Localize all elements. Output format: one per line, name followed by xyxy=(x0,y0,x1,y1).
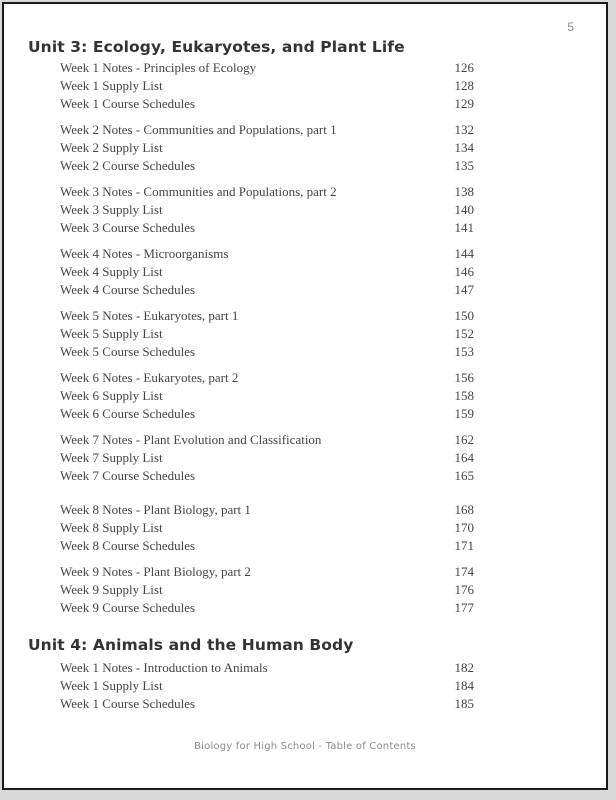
entry-page: 144 xyxy=(454,246,474,261)
entry-label: Week 3 Notes - Communities and Populations, part 2 xyxy=(60,184,337,199)
toc-entry[interactable] xyxy=(60,659,474,677)
entry-label: Week 9 Course Schedules xyxy=(60,600,196,615)
entry-page: 129 xyxy=(454,96,474,111)
toc-entry[interactable] xyxy=(60,121,474,139)
entry-label: Week 1 Notes - Principles of Ecology xyxy=(60,60,257,75)
week-group-1 xyxy=(60,59,474,113)
toc-entry[interactable] xyxy=(60,695,474,713)
entry-label: Week 4 Notes - Microorganisms xyxy=(60,246,229,261)
week-group-9 xyxy=(60,563,474,617)
entry-page: 185 xyxy=(454,696,474,711)
entry-label: Week 2 Notes - Communities and Populations, part 1 xyxy=(60,122,337,137)
toc-entry[interactable] xyxy=(60,501,474,519)
entry-page: 164 xyxy=(454,450,474,465)
entry-label: Week 8 Supply List xyxy=(60,520,163,535)
entry-label: Week 3 Supply List xyxy=(60,202,163,217)
week-group-8 xyxy=(60,501,474,555)
entry-page: 168 xyxy=(454,502,474,517)
toc-entry[interactable] xyxy=(60,467,474,485)
entry-label: Week 9 Supply List xyxy=(60,582,163,597)
entry-page: 177 xyxy=(454,600,474,615)
entry-label: Week 6 Supply List xyxy=(60,388,163,403)
entry-label: Week 7 Notes - Plant Evolution and Classification xyxy=(60,432,322,447)
toc-entry[interactable] xyxy=(60,325,474,343)
entry-page: 134 xyxy=(454,140,474,155)
unit-title: Unit 4: Animals and the Human Body xyxy=(28,636,354,654)
toc-entry[interactable] xyxy=(60,139,474,157)
week-group-5 xyxy=(60,307,474,361)
week-group-3 xyxy=(60,183,474,237)
page-number: 5 xyxy=(567,20,574,34)
entry-page: 182 xyxy=(454,660,474,675)
toc-entry[interactable] xyxy=(60,369,474,387)
entry-label: Week 6 Notes - Eukaryotes, part 2 xyxy=(60,370,239,385)
toc-entry[interactable] xyxy=(60,281,474,299)
toc-entry[interactable] xyxy=(60,307,474,325)
toc-entry[interactable] xyxy=(60,599,474,617)
toc-entry[interactable] xyxy=(60,219,474,237)
entry-label: Week 3 Course Schedules xyxy=(60,220,196,235)
toc-entry[interactable] xyxy=(60,537,474,555)
document-page xyxy=(2,2,608,790)
toc-entry[interactable] xyxy=(60,431,474,449)
toc-entry[interactable] xyxy=(60,581,474,599)
unit-heading xyxy=(28,634,568,656)
entry-page: 152 xyxy=(454,326,474,341)
entry-label: Week 5 Notes - Eukaryotes, part 1 xyxy=(60,308,239,323)
toc-entry[interactable] xyxy=(60,387,474,405)
entry-page: 171 xyxy=(454,538,474,553)
entry-page: 141 xyxy=(454,220,474,235)
entry-label: Week 8 Notes - Plant Biology, part 1 xyxy=(60,502,251,517)
week-group-4 xyxy=(60,245,474,299)
entry-label: Week 8 Course Schedules xyxy=(60,538,196,553)
toc-entry[interactable] xyxy=(60,245,474,263)
entry-page: 176 xyxy=(454,582,474,597)
entry-page: 146 xyxy=(454,264,474,279)
toc-entry[interactable] xyxy=(60,95,474,113)
unit-heading xyxy=(28,36,568,58)
entry-page: 162 xyxy=(454,432,474,447)
entry-page: 128 xyxy=(454,78,474,93)
entry-label: Week 1 Supply List xyxy=(60,78,163,93)
entry-page: 165 xyxy=(454,468,474,483)
entry-page: 140 xyxy=(454,202,474,217)
entry-page: 159 xyxy=(454,406,474,421)
entry-page: 174 xyxy=(454,564,474,579)
entry-label: Week 4 Course Schedules xyxy=(60,282,196,297)
entry-label: Week 2 Supply List xyxy=(60,140,163,155)
unit-title: Unit 3: Ecology, Eukaryotes, and Plant Life xyxy=(28,38,405,56)
toc-entry[interactable] xyxy=(60,77,474,95)
entry-page: 147 xyxy=(454,282,474,297)
entry-page: 150 xyxy=(454,308,474,323)
toc-entry[interactable] xyxy=(60,677,474,695)
week-group-1 xyxy=(60,659,474,713)
entry-label: Week 6 Course Schedules xyxy=(60,406,196,421)
entry-label: Week 2 Course Schedules xyxy=(60,158,196,173)
toc-entry[interactable] xyxy=(60,59,474,77)
toc-entry[interactable] xyxy=(60,343,474,361)
entry-page: 170 xyxy=(454,520,474,535)
week-group-2 xyxy=(60,121,474,175)
entry-label: Week 1 Course Schedules xyxy=(60,96,196,111)
week-group-6 xyxy=(60,369,474,423)
entry-label: Week 5 Course Schedules xyxy=(60,344,196,359)
entry-label: Week 5 Supply List xyxy=(60,326,163,341)
toc-entry[interactable] xyxy=(60,449,474,467)
entry-page: 153 xyxy=(454,344,474,359)
entry-label: Week 1 Course Schedules xyxy=(60,696,196,711)
toc-entry[interactable] xyxy=(60,201,474,219)
entry-label: Week 9 Notes - Plant Biology, part 2 xyxy=(60,564,251,579)
toc-entry[interactable] xyxy=(60,405,474,423)
entry-page: 184 xyxy=(454,678,474,693)
entry-page: 158 xyxy=(454,388,474,403)
toc-entry[interactable] xyxy=(60,183,474,201)
toc-entry[interactable] xyxy=(60,263,474,281)
toc-entry[interactable] xyxy=(60,519,474,537)
toc-entry[interactable] xyxy=(60,157,474,175)
page-footer: Biology for High School - Table of Contents xyxy=(194,741,416,752)
entry-label: Week 1 Notes - Introduction to Animals xyxy=(60,660,268,675)
entry-label: Week 4 Supply List xyxy=(60,264,163,279)
week-group-7 xyxy=(60,431,474,485)
entry-page: 156 xyxy=(454,370,474,385)
entry-label: Week 7 Supply List xyxy=(60,450,163,465)
entry-label: Week 1 Supply List xyxy=(60,678,163,693)
entry-page: 135 xyxy=(454,158,474,173)
entry-page: 132 xyxy=(454,122,474,137)
entry-page: 138 xyxy=(454,184,474,199)
entry-page: 126 xyxy=(454,60,474,75)
entry-label: Week 7 Course Schedules xyxy=(60,468,196,483)
toc-entry[interactable] xyxy=(60,563,474,581)
